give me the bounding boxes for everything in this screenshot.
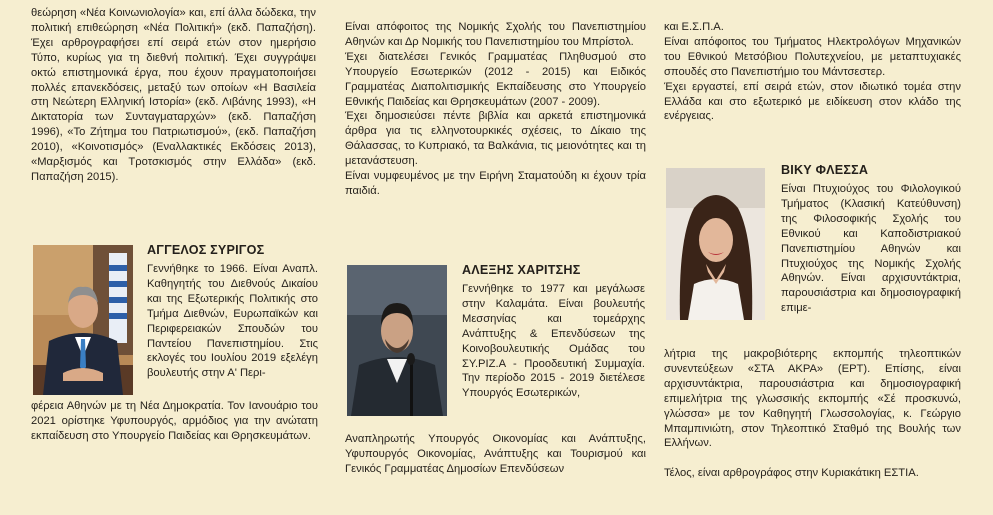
portrait-photo-syrigos xyxy=(33,245,133,395)
flessa-bio-below-photo: λήτρια της μακροβιότερης εκπομπής τηλεοπτικών συνεντεύξεων «ΣΤΑ ΑΚΡΑ» (ΕΡΤ). Επίσης, είναι αρχισυντάκτρια, παρουσιάστρια και δημοσιογραφική επιμελήτρια της γλωσσικής εκπομπής «Σέ προσκυνώ, γλώσσα» με τον Καθηγητή Γλωσσολογίας, κ. Γεώργιο Μπαμπινιώτη, στον Τηλεοπτικό Σταθμό της Βουλής των Ελλήνων. xyxy=(664,348,961,450)
portrait-photo-charitsis xyxy=(347,265,447,416)
flessa-bio-closing: Τέλος, είναι αρθρογράφος στην Κυριακάτικη ΕΣΤΙΑ. xyxy=(664,467,919,479)
right-paragraph-education: Είναι απόφοιτος του Τμήματος Ηλεκτρολόγων Μηχανικών του Εθνικού Μετσόβιου Πολυτεχνείου, με μεταπτυχιακές σπουδές στο Πανεπιστήμιο του Μάντσεστερ. xyxy=(664,35,961,78)
portrait-photo-flessa xyxy=(666,168,765,320)
right-paragraph-career: Έχει εργαστεί, επί σειρά ετών, στον ιδιωτικό τομέα στην Ελλάδα και στο εξωτερικό με ειδίκευση στον κλάδο της ενέργειας. xyxy=(664,80,961,123)
name-heading-syrigos: ΑΓΓΕΛΟΣ ΣΥΡΙΓΟΣ xyxy=(147,243,265,257)
middle-paragraph-family: Είναι νυμφευμένος με την Ειρήνη Σταματούδη κι έχουν τρία παιδιά. xyxy=(345,170,646,197)
middle-paragraph-career: Έχει διατελέσει Γενικός Γραμματέας Πληθυσμού στο Υπουργείο Εσωτερικών (2012 - 2015) και Ειδικός Γραμματέας Διαπολιτισμικής Εκπαίδευσης στο Υπουργείο Εθνικής Παιδείας και Θρησκευμάτων (2007 - 2009). xyxy=(345,50,646,108)
middle-paragraph-publications: Έχει δημοσιεύσει πέντε βιβλία και αρκετά επιστημονικά άρθρα για τις ελληνοτουρκικές σχέσεις, το Δίκαιο της Θάλασσας, το Κυπριακό, τα Βαλκάνια, τις μειονότητες και τη μετανάστευση. xyxy=(345,110,646,168)
right-paragraph-espa: και Ε.Σ.Π.Α. xyxy=(664,21,724,33)
middle-column xyxy=(345,20,646,199)
right-column xyxy=(664,20,961,124)
left-intro-text: θεώρηση «Νέα Κοινωνιολογία» και, επί άλλα δώδεκα, την πολιτική επιθεώρηση «Νέα Πολιτική» (εκδ. Παπαζήση). Έχει αρθρογραφήσει επί σειρά ετών στον ημερήσιο Τύπο, κυρίως για τη διεθνή πολιτική. Έχει συγγράψει οκτώ επιστημονικά έργα, που έχουν πραγματοποιήσει πολλές επανεκδόσεις, μεταξύ των οποίων «Η Βασιλεία στη Νεώτερη Ελληνική Ιστορία» (εκδ. Λιβάνης 1993), «Η Δικτατορία των Συνταγματαρχών» (εκδ. Παπαζήση 1996), «Το Ζήτημα του Πατριωτισμού», (εκδ. Παπαζήση 2010), «Κοινοτισμός» (Εναλλακτικές Εκδόσεις 2013), «Μαρξισμός και Τροτσκισμός στην Ελλάδα» (εκδ. Παπαζήση 2015). xyxy=(31,7,316,183)
charitsis-bio-beside-photo: Γεννήθηκε το 1977 και μεγάλωσε στην Καλαμάτα. Είναι βουλευτής Μεσσηνίας και τομεάρχης Ανάπτυξης & Επενδύσεων της Κοινοβουλευτικής Ομάδας του ΣΥ.ΡΙΖ.Α - Προοδευτική Συμμαχία. Την περίοδο 2015 - 2019 διετέλεσε Υπουργός Εσωτερικών, xyxy=(462,283,645,400)
name-heading-flessa: ΒΙΚΥ ΦΛΕΣΣΑ xyxy=(781,163,869,177)
middle-paragraph-education: Είναι απόφοιτος της Νομικής Σχολής του Πανεπιστημίου Αθηνών και Δρ Νομικής του Πανεπιστημίου του Μπρίστολ. xyxy=(345,21,646,48)
charitsis-bio-below-photo: Αναπληρωτής Υπουργός Οικονομίας και Ανάπτυξης, Υφυπουργός Οικονομίας, Ανάπτυξης και Τουρισμού και Γενικός Γραμματέας Δημοσίων Επενδύσεων xyxy=(345,433,646,475)
flessa-bio-beside-photo: Είναι Πτυχιούχος του Φιλολογικού Τμήματος (Κλασική Κατεύθυνση) της Φιλοσοφικής Σχολής του Εθνικού και Καποδιστριακού Πανεπιστημίου Αθηνών και Πτυχιούχος της Νομικής Σχολής Αθηνών. Είναι αρχισυντάκτρια, παρουσιάστρια και δημοσιογραφική επιμε- xyxy=(781,183,961,315)
name-heading-charitsis: ΑΛΕΞΗΣ ΧΑΡΙΤΣΗΣ xyxy=(462,263,581,277)
syrigos-bio-beside-photo: Γεννήθηκε το 1966. Είναι Αναπλ. Καθηγητής του Διεθνούς Δικαίου και της Εξωτερικής Πολιτικής στο Τμήμα Διεθνών, Ευρωπαϊκών και Περιφερειακών Σπουδών του Παντείου Πανεπιστημίου. Στις εκλογές του Ιουλίου 2019 εξελέγη βουλευτής στην Α' Περι- xyxy=(147,263,318,380)
syrigos-bio-below-photo: φέρεια Αθηνών με τη Νέα Δημοκρατία. Τον Ιανουάριο του 2021 ορίστηκε Υφυπουργός, αρμόδιος για την ανώτατη εκπαίδευση στο Υπουργείο Παιδείας και Θρησκευμάτων. xyxy=(31,400,318,442)
